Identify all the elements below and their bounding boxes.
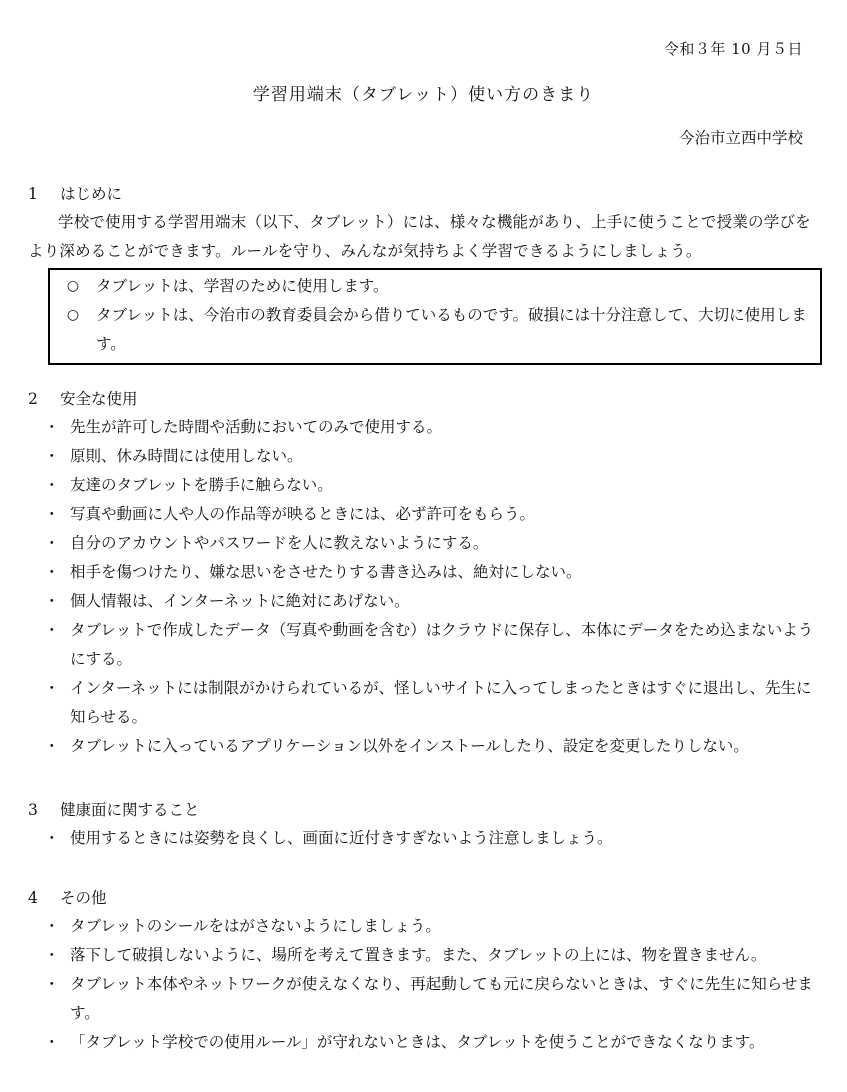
rules-box [48,268,822,365]
list-item-text: 落下して破損しないように、場所を考えて置きます。また、タブレットの上には、物を置きません。 [70,946,767,964]
section-introduction [28,180,823,365]
rule-list [28,413,823,761]
section-heading [28,180,823,208]
list-item [28,732,823,761]
section-number: 1 [28,185,38,203]
bullet-icon: ・ [44,476,60,494]
bullet-icon: ・ [44,447,60,465]
intro-paragraph [28,208,823,266]
list-item-text: 友達のタブレットを勝手に触らない。 [70,476,333,494]
list-item-text: 使用するときには姿勢を良くし、画面に近付きすぎないよう注意しましょう。 [70,829,613,847]
bullet-icon: ・ [44,534,60,552]
list-item-text: 先生が許可した時間や活動においてのみで使用する。 [70,418,443,436]
list-item [28,442,823,471]
section-number: 4 [28,889,38,907]
bullet-icon: ・ [44,563,60,581]
section-title: 健康面に関すること [60,801,200,819]
bullet-icon: ・ [44,418,60,436]
section-title: はじめに [60,185,123,203]
section-heading [28,796,823,824]
bullet-icon: ・ [44,1033,60,1051]
bullet-icon: ・ [44,592,60,610]
list-item [28,970,823,1028]
bullet-icon: ・ [44,975,60,993]
list-item-text: 「タブレット学校での使用ルール」が守れないときは、タブレットを使うことができなくなります。 [70,1033,765,1051]
section-safe-use [28,385,823,761]
list-item-text: 自分のアカウントやパスワードを人に教えないようにする。 [70,534,489,552]
document-title: 学習用端末（タブレット）使い方のきまり [252,85,595,105]
list-item [28,941,823,970]
section-heading [28,884,823,912]
list-item [28,1028,823,1057]
list-item-text: タブレットのシールをはがさないようにしましょう。 [70,917,441,935]
list-item-text: インターネットには制限がかけられているが、怪しいサイトに入ってしまったときはすぐに退出し、先生に知らせる。 [70,679,812,726]
bullet-icon: ・ [44,737,60,755]
circle-icon: ○ [66,307,80,323]
list-item [28,674,823,732]
section-other [28,884,823,1057]
list-item [28,912,823,941]
section-health [28,796,823,853]
box-item-text: タブレットは、今治市の教育委員会から借りているものです。破損には十分注意して、大切に使用します。 [96,306,807,353]
list-item [28,471,823,500]
bullet-icon: ・ [44,946,60,964]
bullet-icon: ・ [44,505,60,523]
section-title: 安全な使用 [60,390,138,408]
list-item-text: 相手を傷つけたり、嫌な思いをさせたりする書き込みは、絶対にしない。 [70,563,582,581]
section-number: 3 [28,801,38,819]
list-item [28,500,823,529]
section-heading [28,385,823,413]
section-title: その他 [60,889,107,907]
box-item-text: タブレットは、学習のために使用します。 [96,277,389,295]
list-item-text: タブレットに入っているアプリケーション以外をインストールしたり、設定を変更したりしない。 [70,737,749,755]
rule-list [28,912,823,1057]
list-item-text: 写真や動画に人や人の作品等が映るときには、必ず許可をもらう。 [70,505,536,523]
list-item-text: 個人情報は、インターネットに絶対にあげない。 [70,592,410,610]
list-item [28,529,823,558]
list-item-text: タブレット本体やネットワークが使えなくなり、再起動しても元に戻らないときは、すぐに先生に知らせます。 [70,975,813,1022]
list-item [28,587,823,616]
list-item [28,824,823,853]
list-item-text: 原則、休み時間には使用しない。 [70,447,303,465]
section-number: 2 [28,390,38,408]
bullet-icon: ・ [44,621,60,639]
list-item [28,413,823,442]
bullet-icon: ・ [44,679,60,697]
intro-text: 学校で使用する学習用端末（以下、タブレット）には、様々な機能があり、上手に使うことで授業の学びをより深めることができます。ルールを守り、みんなが気持ちよく学習できるようにしましょう。 [28,213,811,260]
box-item [50,301,820,359]
bullet-icon: ・ [44,917,60,935]
bullet-icon: ・ [44,829,60,847]
document-date: 令和３年 10 月５日 [663,40,803,58]
list-item [28,558,823,587]
box-item [50,272,820,301]
school-name: 今治市立西中学校 [678,129,803,147]
list-item-text: タブレットで作成したデータ（写真や動画を含む）はクラウドに保存し、本体にデータをため込まないようにする。 [70,621,814,668]
list-item [28,616,823,674]
rule-list [28,824,823,853]
circle-icon: ○ [66,278,80,294]
